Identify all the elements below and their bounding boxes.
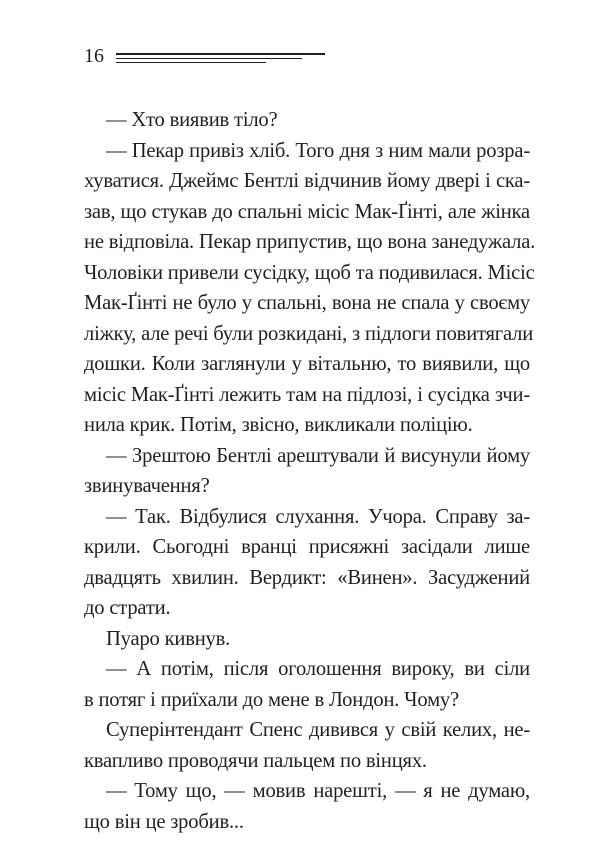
text-line: Суперінтендант Спенс дивився у свій келих, не- (106, 719, 530, 741)
text-line: до страти. (84, 597, 171, 619)
text-line: Чоловіки привели сусідку, щоб та подивилася. Місіс (84, 261, 535, 284)
text-line: квапливо проводячи пальцем по вінцях. (84, 749, 427, 772)
text-line: нила крик. Потім, звісно, викликали поліцію. (84, 414, 473, 436)
text-line: зав, що стукав до спальні місіс Мак-Ґінті, але жінка (84, 200, 530, 223)
text-line: хуватися. Джеймс Бентлі відчинив йому двері і ска- (84, 170, 530, 192)
header-rule-thick (116, 53, 325, 55)
text-line: — Хто виявив тіло? (106, 109, 278, 131)
text-line: ліжку, але речі були розкидані, з підлоги повитягали (84, 322, 534, 345)
text-line: що він це зробив... (84, 810, 244, 833)
text-line: Мак-Ґінті не було у спальні, вона не спала у своєму (84, 292, 530, 314)
text-line: — Так. Відбулися слухання. Учора. Справу за- (106, 505, 530, 528)
text-line: звинувачення? (84, 475, 210, 497)
page-number: 16 (84, 45, 104, 67)
text-line: — Пекар привіз хліб. Того дня з ним мали розра- (106, 139, 530, 162)
text-line: Пуаро кивнув. (106, 627, 231, 650)
text-line: дошки. Коли заглянули у вітальню, то виявили, що (84, 353, 530, 375)
text-line: — Тому що, — мовив нарешті, — я не думаю, (106, 780, 530, 802)
text-line: крили. Сьогодні вранці присяжні засідали лише (84, 536, 530, 558)
header-rule-medium (116, 58, 302, 59)
text-line: в потяг і приїхали до мене в Лондон. Чому? (84, 688, 459, 711)
text-line: — Зрештою Бентлі арештували й висунули йому (106, 444, 530, 467)
text-line: не відповіла. Пекар припустив, що вона занедужала. (84, 231, 536, 253)
text-line: — А потім, після оголошення вироку, ви сіли (106, 658, 530, 680)
body-text (84, 105, 536, 837)
text-line: двадцять хвилин. Вердикт: «Винен». Засуджений (84, 566, 530, 589)
text-line: місіс Мак-Ґінті лежить там на підлозі, і сусідка зчи- (84, 383, 530, 406)
header-rule-thin (116, 62, 266, 63)
